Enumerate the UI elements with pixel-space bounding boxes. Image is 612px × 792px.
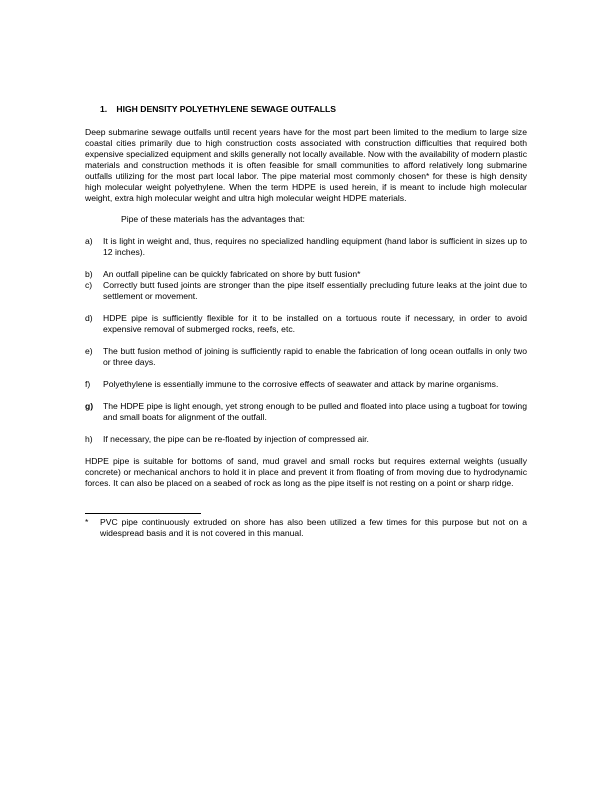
list-item <box>85 434 527 445</box>
list-item-text: An outfall pipeline can be quickly fabricated on shore by butt fusion* <box>103 269 361 279</box>
list-marker: d) <box>85 313 93 323</box>
section-title: HIGH DENSITY POLYETHYLENE SEWAGE OUTFALLS <box>116 104 337 114</box>
list-marker: h) <box>85 434 93 444</box>
list-marker: b) <box>85 269 93 279</box>
list-item-text: Polyethylene is essentially immune to the corrosive effects of seawater and attack by marine organisms. <box>103 379 499 389</box>
document-page <box>85 104 527 539</box>
list-item-text: The HDPE pipe is light enough, yet strong enough to be pulled and floated into place using a tugboat for towing and small boats for alignment of the outfall. <box>103 401 527 422</box>
section-number: 1. <box>100 104 108 114</box>
intro-paragraph: Deep submarine sewage outfalls until recent years have for the most part been limited to the medium to large size coastal cities primarily due to high construction costs associated with construction difficulties that required both expensive specialized equipment and skills generally not locally available. Now with the availability of modern plastic materials and construction methods it is often feasible for small communities to afford relatively long submarine outfalls utilizing for the most part local labor. The pipe material most commonly chosen* for these is high density high molecular weight polyethylene. When the term HDPE is used herein, if is meant to include high molecular weight, extra high molecular weight and ultra high molecular weight HDPE materials. <box>85 127 527 203</box>
list-item-text: The butt fusion method of joining is sufficiently rapid to enable the fabrication of long ocean outfalls in only two or three days. <box>103 346 527 367</box>
footnote-marker: * <box>85 517 89 527</box>
list-item <box>85 346 527 368</box>
closing-paragraph: HDPE pipe is suitable for bottoms of sand, mud gravel and small rocks but requires external weights (usually concrete) or mechanical anchors to hold it in place and prevent it from floating of from moving due to hydrodynamic forces. It can also be placed on a seabed of rock as long as the pipe itself is not resting on a point or sharp ridge. <box>85 456 527 488</box>
list-item <box>85 280 527 302</box>
list-item-text: Correctly butt fused joints are stronger than the pipe itself essentially precluding future leaks at the joint due to settlement or movement. <box>103 280 527 301</box>
list-marker: e) <box>85 346 93 356</box>
list-marker: g) <box>85 401 94 411</box>
list-item-text: It is light in weight and, thus, requires no specialized handling equipment (hand labor is sufficient in sizes up to 12 inches). <box>103 236 527 257</box>
list-item <box>85 401 527 423</box>
section-heading <box>100 104 527 115</box>
advantages-list <box>85 236 527 445</box>
list-marker: f) <box>85 379 91 389</box>
footnote-text: PVC pipe continuously extruded on shore has also been utilized a few times for this purpose but not on a widespread basis and it is not covered in this manual. <box>100 517 527 538</box>
footnote-divider <box>85 513 201 514</box>
list-item <box>85 313 527 335</box>
list-marker: c) <box>85 280 93 290</box>
list-item <box>85 269 527 280</box>
list-item <box>85 236 527 258</box>
list-item-text: If necessary, the pipe can be re-floated by injection of compressed air. <box>103 434 369 444</box>
list-item-text: HDPE pipe is sufficiently flexible for it to be installed on a tortuous route if necessary, in order to avoid expensive removal of submerged rocks, reefs, etc. <box>103 313 527 334</box>
list-marker: a) <box>85 236 93 246</box>
footnote <box>85 517 527 539</box>
advantages-lead: Pipe of these materials has the advantages that: <box>121 214 305 224</box>
list-item <box>85 379 527 390</box>
